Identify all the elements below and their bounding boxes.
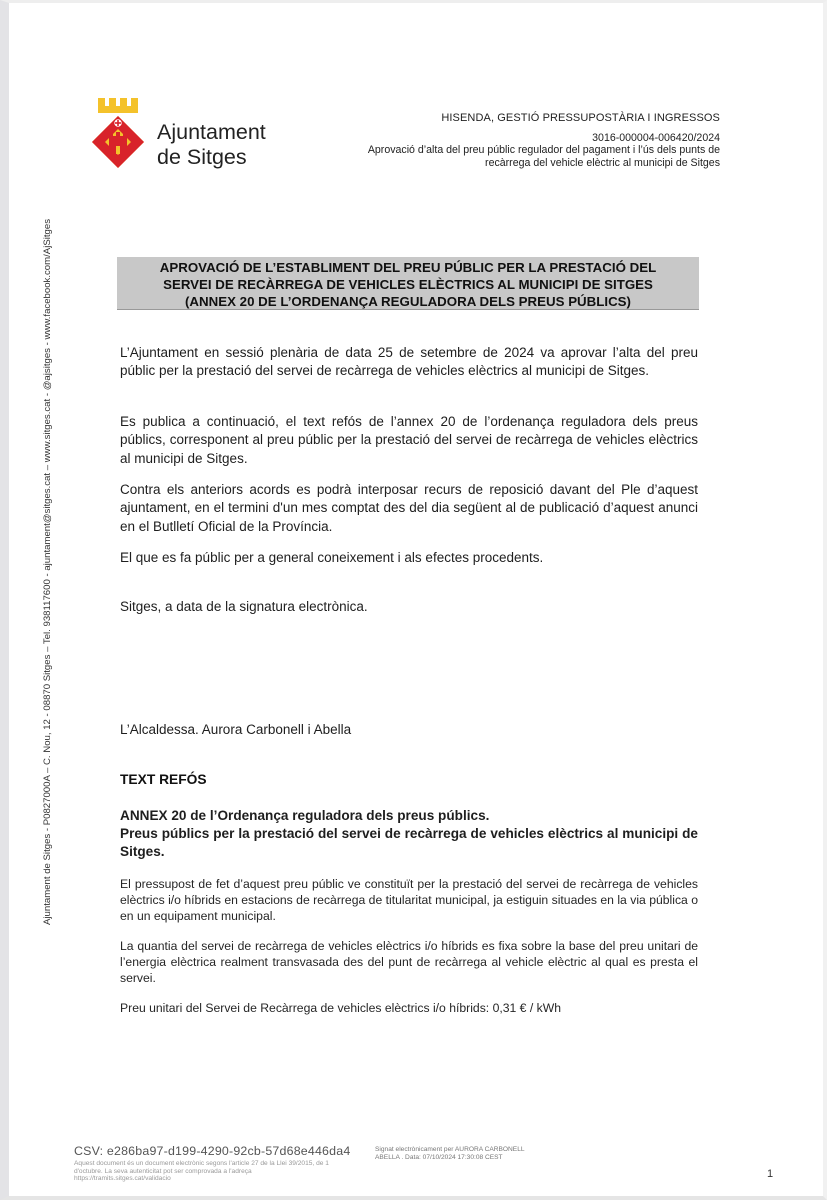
electronic-signature-note: Signat electrònicament per AURORA CARBONELL ABELLA . Data: 07/10/2024 17:30:08 CEST (375, 1146, 525, 1161)
logo-name-line1: Ajuntament (157, 120, 266, 144)
logo-text (157, 120, 266, 170)
header-info (300, 112, 720, 169)
subject-line-2: recàrrega del vehicle elèctric al municipi de Sitges (485, 156, 720, 169)
paragraph-appeal: Contra els anteriors acords es podrà interposar recurs de reposició davant del Ple d’aquest ajuntament, en el termini d'un mes comptat des del dia següent al de publicació d’aquest anunci en el Butlletí Oficial de la Província. (120, 482, 698, 534)
csv-validation-note: Aquest document és un document electrònic segons l'article 27 de la Llei 39/2015, de 1 d'octubre. La seva autenticitat pot ser comprovada a l'adreça https://tramits.sitges.cat/validacio (74, 1160, 329, 1183)
text-refos-heading: TEXT REFÓS (120, 772, 207, 787)
title-line-2: SERVEI DE RECÀRREGA DE VEHICLES ELÈCTRICS AL MUNICIPI DE SITGES (163, 277, 653, 292)
csv-code: CSV: e286ba97-d199-4290-92cb-57d68e446da4 (74, 1144, 351, 1158)
department-name: HISENDA, GESTIÓ PRESSUPOSTÀRIA I INGRESSOS (441, 112, 720, 124)
page-number: 1 (767, 1168, 774, 1180)
place-date: Sitges, a data de la signatura electrònica. (120, 599, 368, 614)
annex-paragraph-scope: El pressupost de fet d’aquest preu públic ve constituït per la prestació del servei de recàrrega de vehicles elèctrics i/o híbrids en estacions de recàrrega de titularitat municipal, ja estiguin situades en la via pública o en un equipament municipal. (120, 877, 698, 924)
title-line-3: (ANNEX 20 DE L’ORDENANÇA REGULADORA DELS PREUS PÚBLICS) (185, 294, 631, 309)
signatory: L’Alcaldessa. Aurora Carbonell i Abella (120, 722, 352, 737)
annex-title-line-2: Preus públics per la prestació del servei de recàrrega de vehicles elèctrics al municipi de Sitges. (120, 826, 698, 860)
title-line-1: APROVACIÓ DE L’ESTABLIMENT DEL PREU PÚBLIC PER LA PRESTACIÓ DEL (159, 260, 657, 275)
annex-paragraph-unit-price: Preu unitari del Servei de Recàrrega de vehicles elèctrics i/o híbrids: 0,31 € / kWh (120, 1001, 561, 1015)
subject-line-1: Aprovació d’alta del preu públic regulador del pagament i l’ús dels punts de (367, 144, 720, 157)
annex-title-line-1: ANNEX 20 de l’Ordenança reguladora dels preus públics. (120, 808, 490, 823)
logo-name-line2: de Sitges (157, 145, 247, 169)
paragraph-public-notice: El que es fa públic per a general coneixement i als efectes procedents. (120, 550, 544, 565)
paragraph-approval: L’Ajuntament en sessió plenària de data 25 de setembre de 2024 va aprovar l’alta del preu públic per la prestació del servei de recàrrega de vehicles elèctrics al municipi de Sitges. (120, 345, 698, 379)
annex-paragraph-amount: La quantia del servei de recàrrega de vehicles elèctrics i/o híbrids es fixa sobre la base del preu unitari de l’energia elèctrica realment transvasada des del punt de recàrrega al vehicle elèctric al qual es presta el servei. (120, 939, 698, 986)
side-contact-text: Ajuntament de Sitges - P0827000A – C. Nou, 12 - 08870 Sitges – Tel. 938117600 - ajuntament@sitges.cat – www.sitges.cat - @ajsitges - www.facebook.com/AjSitges (42, 219, 53, 925)
paragraph-publication: Es publica a continuació, el text refós de l’annex 20 de l’ordenança reguladora dels preus públics, corresponent al preu públic per la prestació del servei de recàrrega de vehicles elèctrics al municipi de Sitges. (120, 414, 698, 466)
file-number: 3016-000004-006420/2024 (592, 131, 720, 144)
